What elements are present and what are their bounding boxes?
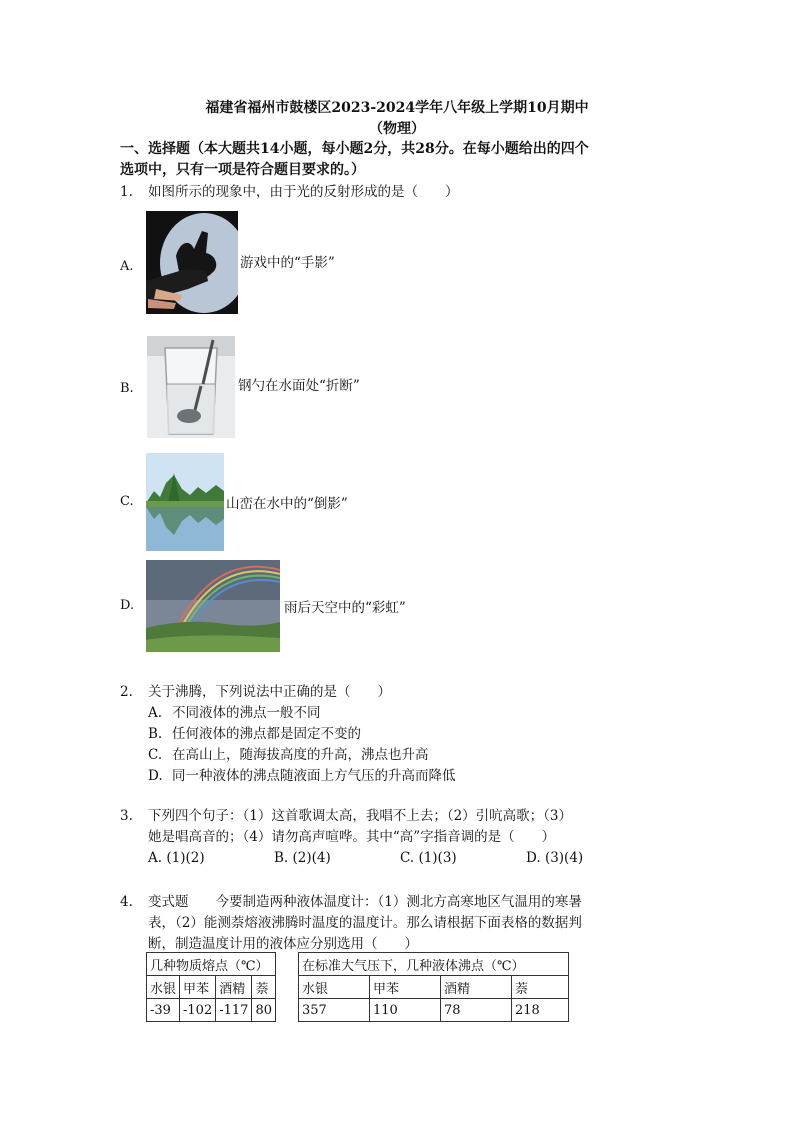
boiling-val-alcohol: 78 [441, 999, 512, 1022]
melting-table-header: 几种物质熔点（℃） [147, 953, 276, 976]
q4-line1: 变式题 今要制造两种液体温度计：（1）测北方高寒地区气温用的寒暑 [148, 894, 582, 910]
melting-point-table [146, 952, 276, 1022]
boiling-col-mercury: 水银 [299, 976, 370, 999]
q2-stem: 关于沸腾，下列说法中正确的是（ ） [148, 684, 391, 700]
boiling-point-table [298, 952, 569, 1022]
q2-option-c-text: 在高山上，随海拔高度的升高，沸点也升高 [172, 747, 429, 763]
q3-option-d [526, 848, 583, 869]
q1-option-c-text: 山峦在水中的“倒影” [226, 496, 348, 512]
q3-option-b-text: (2)(4) [292, 850, 331, 866]
boiling-col-alcohol: 酒精 [441, 976, 512, 999]
q1-option-b-text: 钢勺在水面处“折断” [238, 378, 360, 394]
melting-col-mercury: 水银 [147, 976, 180, 999]
mountain-reflection-image [146, 453, 224, 551]
melting-col-toluene: 甲苯 [180, 976, 216, 999]
q2-option-d-label: D. [148, 768, 163, 784]
section-heading-line2: 选项中，只有一项是符合题目要求的。） [120, 162, 365, 178]
section-heading-line1: 一、选择题（本大题共14小题，每小题2分，共28分。在每小题给出的四个 [120, 141, 589, 157]
q2-option-d-text: 同一种液体的沸点随液面上方气压的升高而降低 [172, 768, 456, 784]
boiling-val-mercury: 357 [299, 999, 370, 1022]
q2-option-c-label: C. [148, 747, 163, 763]
q1-option-a-label: A. [120, 259, 134, 274]
spoon-in-glass-image [147, 336, 235, 438]
q2-number: 2. [120, 684, 133, 700]
q1-option-c-label: C. [120, 494, 134, 509]
q2-option-a-label: A. [148, 705, 163, 721]
q3-option-c-text: (1)(3) [418, 850, 457, 866]
q3-option-a [148, 848, 205, 869]
melting-val-toluene: -102 [180, 999, 216, 1022]
q2-option-b-text: 任何液体的沸点都是固定不变的 [172, 726, 361, 742]
q3-option-b [274, 848, 331, 869]
q3-option-a-label: A. [148, 850, 163, 866]
q1-option-b-label: B. [120, 381, 134, 396]
q3-option-c-label: C. [400, 850, 415, 866]
melting-col-naphthalene: 萘 [252, 976, 276, 999]
melting-val-mercury: -39 [147, 999, 180, 1022]
q3-option-c [400, 848, 457, 869]
q1-stem: 如图所示的现象中，由于光的反射形成的是（ ） [148, 184, 459, 200]
hand-shadow-image [146, 211, 238, 314]
q3-option-b-label: B. [274, 850, 289, 866]
q2-option-a-text: 不同液体的沸点一般不同 [172, 705, 321, 721]
melting-val-alcohol: -117 [216, 999, 252, 1022]
page-subtitle: （物理） [369, 121, 425, 137]
q4-line2: 表，（2）能测萘熔液沸腾时温度的温度计。那么请根据下面表格的数据判 [148, 915, 582, 931]
q4-number: 4. [120, 894, 133, 910]
q1-number: 1. [120, 184, 133, 200]
q3-line1: 下列四个句子：（1）这首歌调太高，我唱不上去；（2）引吭高歌；（3） [148, 808, 573, 824]
q1-option-d-label: D. [120, 598, 135, 613]
page-title: 福建省福州市鼓楼区2023-2024学年八年级上学期10月期中 [205, 100, 589, 116]
boiling-col-naphthalene: 萘 [512, 976, 569, 999]
q3-number: 3. [120, 808, 133, 824]
q3-option-d-label: D. [526, 850, 541, 866]
q1-option-a-text: 游戏中的“手影” [240, 255, 335, 271]
boiling-val-toluene: 110 [370, 999, 441, 1022]
melting-col-alcohol: 酒精 [216, 976, 252, 999]
q3-line2: 她是唱高音的；（4）请勿高声喧哗。其中“高”字指音调的是（ ） [148, 829, 556, 845]
q3-option-a-text: (1)(2) [166, 850, 205, 866]
q3-option-d-text: (3)(4) [544, 850, 584, 866]
melting-val-naphthalene: 80 [252, 999, 276, 1022]
boiling-table-header: 在标准大气压下，几种液体沸点（℃） [299, 953, 569, 976]
q4-line3: 断，制造温度计用的液体应分别选用（ ） [148, 936, 418, 952]
boiling-col-toluene: 甲苯 [370, 976, 441, 999]
q2-option-b-label: B. [148, 726, 163, 742]
rainbow-image [146, 560, 280, 652]
q1-option-d-text: 雨后天空中的“彩虹” [284, 600, 406, 616]
boiling-val-naphthalene: 218 [512, 999, 569, 1022]
